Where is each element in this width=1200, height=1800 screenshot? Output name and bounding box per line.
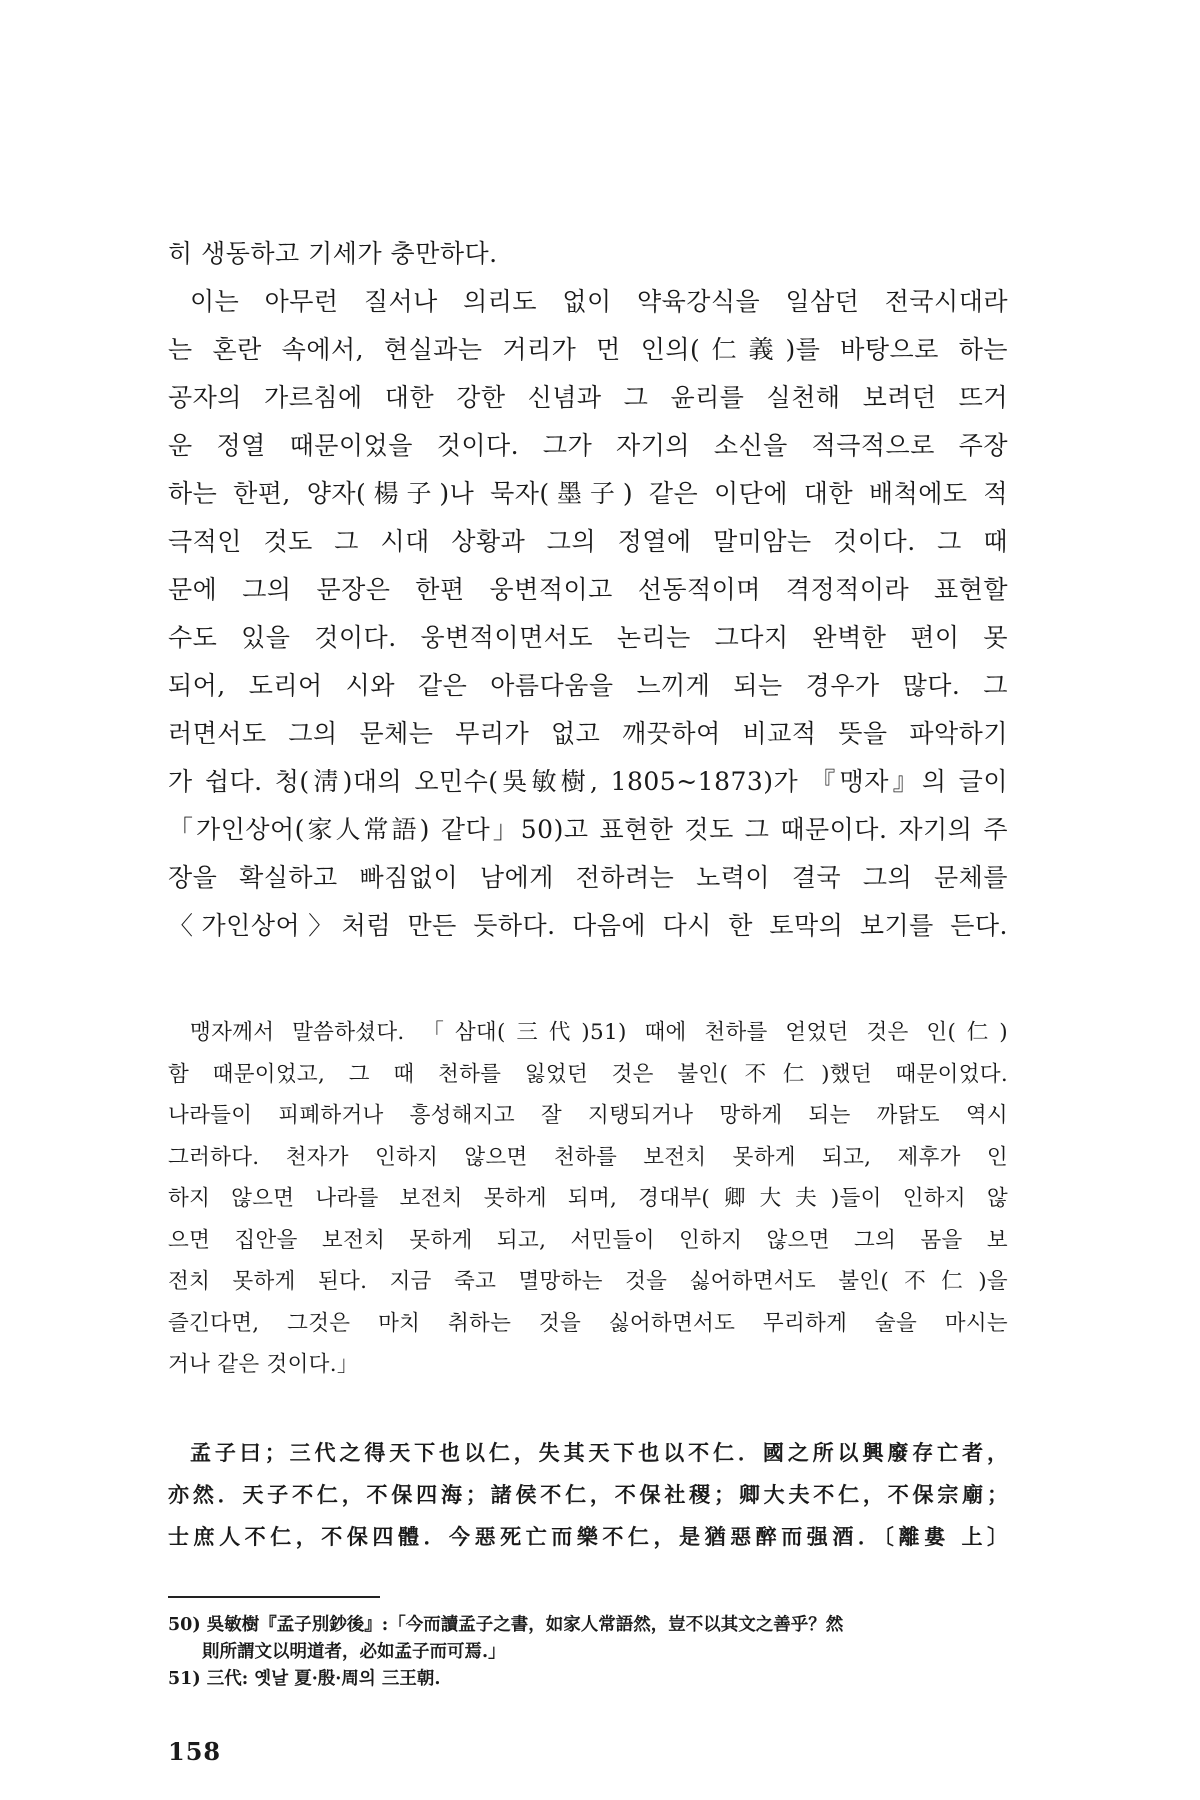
footnotes bbox=[168, 1612, 1008, 1693]
quote-line: 그러하다. 천자가 인하지 않으면 천하를 보전치 못하게 되고, 제후가 인 bbox=[168, 1144, 1008, 1170]
footnote-number: 50) bbox=[168, 1614, 201, 1635]
classical-chinese-original bbox=[168, 1432, 1008, 1558]
footnote-number: 51) bbox=[168, 1668, 201, 1689]
body-line: 히 생동하고 기세가 충만하다. bbox=[168, 239, 498, 268]
quote-line: 나라들이 피폐하거나 흥성해지고 잘 지탱되거나 망하게 되는 까닭도 역시 bbox=[168, 1103, 1008, 1128]
quote-line: 으면 집안을 보전치 못하게 되고, 서민들이 인하지 않으면 그의 몸을 보 bbox=[168, 1227, 1008, 1253]
body-line: 〈가인상어〉처럼 만든 듯하다. 다음에 다시 한 토막의 보기를 든다. bbox=[168, 911, 1008, 940]
body-line: 공자의 가르침에 대한 강한 신념과 그 윤리를 실천해 보려던 뜨거 bbox=[168, 383, 1008, 412]
body-line: 하는 한편, 양자(楊子)나 묵자(墨子) 같은 이단에 대한 배척에도 적 bbox=[168, 479, 1008, 508]
footnote-51 bbox=[168, 1666, 1008, 1693]
body-line: 문에 그의 문장은 한편 웅변적이고 선동적이며 격정적이라 표현할 bbox=[168, 575, 1008, 604]
quote-line: 하지 않으면 나라를 보전치 못하게 되며, 경대부(卿大夫)들이 인하지 않 bbox=[168, 1186, 1008, 1211]
page-number: 158 bbox=[168, 1736, 222, 1766]
quote-line: 거나 같은 것이다.」 bbox=[168, 1352, 359, 1377]
body-line: 장을 확실하고 빠짐없이 남에게 전하려는 노력이 결국 그의 문체를 bbox=[168, 863, 1008, 892]
body-line: 가 쉽다. 청(淸)대의 오민수(吳敏樹, 1805~1873)가 『맹자』의 글이 bbox=[168, 767, 1008, 796]
quote-line: 맹자께서 말씀하셨다. 「삼대(三代)51) 때에 천하를 얻었던 것은 인(仁) bbox=[190, 1020, 1008, 1045]
footnote-50 bbox=[168, 1612, 1008, 1666]
quote-line: 전치 못하게 된다. 지금 죽고 멸망하는 것을 싫어하면서도 불인(不仁)을 bbox=[168, 1269, 1008, 1294]
body-line: 러면서도 그의 문체는 무리가 없고 깨끗하여 비교적 뜻을 파악하기 bbox=[168, 719, 1008, 748]
original-line: 士庶人不仁，不保四體．今惡死亡而樂不仁，是猶惡醉而强酒．〔離婁 上〕 bbox=[168, 1523, 1008, 1549]
body-line: 수도 있을 것이다. 웅변적이면서도 논리는 그다지 완벽한 편이 못 bbox=[168, 623, 1008, 652]
footnote-divider bbox=[168, 1596, 380, 1598]
quote-line: 즐긴다면, 그것은 마치 취하는 것을 싫어하면서도 무리하게 술을 마시는 bbox=[168, 1310, 1008, 1336]
body-line: 운 정열 때문이었을 것이다. 그가 자기의 소신을 적극적으로 주장 bbox=[168, 431, 1008, 460]
body-line: 되어, 도리어 시와 같은 아름다움을 느끼게 되는 경우가 많다. 그 bbox=[168, 671, 1008, 700]
translated-quote-block bbox=[168, 1012, 1008, 1386]
original-line: 孟子曰；三代之得天下也以仁，失其天下也以不仁．國之所以興廢存亡者， bbox=[190, 1439, 1008, 1465]
footnote-text-continued: 則所謂文以明道者，必如孟子而可焉.」 bbox=[202, 1641, 506, 1662]
quote-line: 함 때문이었고, 그 때 천하를 잃었던 것은 불인(不仁)했던 때문이었다. bbox=[168, 1061, 1008, 1087]
body-line: 극적인 것도 그 시대 상황과 그의 정열에 말미암는 것이다. 그 때 bbox=[168, 527, 1008, 556]
body-line: 는 혼란 속에서, 현실과는 거리가 먼 인의(仁義)를 바탕으로 하는 bbox=[168, 335, 1008, 364]
main-body-text bbox=[168, 230, 1008, 950]
original-line: 亦然．天子不仁，不保四海；諸侯不仁，不保社稷；卿大夫不仁，不保宗廟； bbox=[168, 1481, 1008, 1507]
body-line: 이는 아무런 질서나 의리도 없이 약육강식을 일삼던 전국시대라 bbox=[190, 287, 1008, 316]
footnote-text: 吳敏樹『孟子別鈔後』:「今而讀孟子之書，如家人常語然，豈不以其文之善乎？然 bbox=[206, 1614, 844, 1635]
footnote-text: 三代: 옛날 夏·殷·周의 三王朝. bbox=[206, 1668, 441, 1689]
book-page bbox=[168, 230, 1008, 1766]
body-line: 「가인상어(家人常語) 같다」50)고 표현한 것도 그 때문이다. 자기의 주 bbox=[168, 815, 1008, 844]
